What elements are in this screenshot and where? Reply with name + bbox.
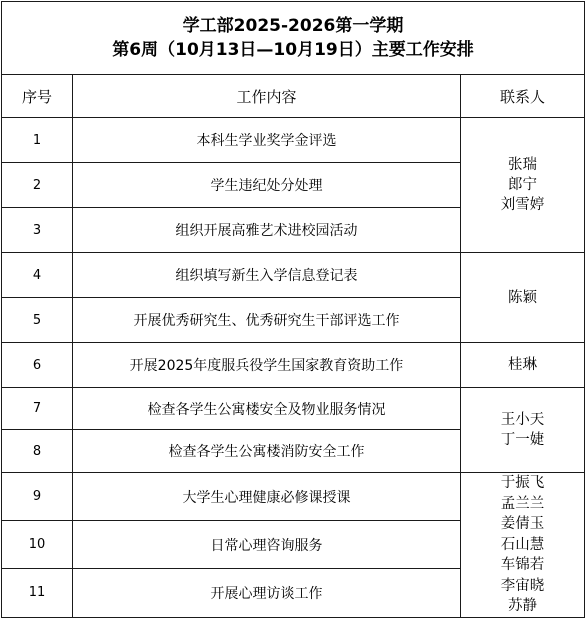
row-number: 6 <box>2 343 73 388</box>
table-row <box>2 253 585 298</box>
row-task: 开展优秀研究生、优秀研究生干部评选工作 <box>73 298 461 343</box>
contact-name: 陈颖 <box>508 289 538 306</box>
row-number: 2 <box>2 163 73 208</box>
contact-name: 于振飞 <box>500 475 545 491</box>
title-line-1: 学工部2025-2026第一学期 <box>182 16 404 36</box>
contact-name: 王小天 <box>500 412 545 428</box>
row-number: 1 <box>2 118 73 163</box>
header-number: 序号 <box>2 75 73 118</box>
contact-group-3 <box>461 343 585 388</box>
table-row <box>2 118 585 163</box>
contact-name: 石山慧 <box>500 536 545 553</box>
contact-name: 孟兰兰 <box>500 495 545 512</box>
row-number: 11 <box>2 569 73 617</box>
table-row <box>2 343 585 388</box>
title-line-2: 第6周（10月13日—10月19日）主要工作安排 <box>112 40 474 60</box>
row-number: 7 <box>2 388 73 430</box>
row-task: 开展心理访谈工作 <box>73 569 461 617</box>
row-task: 开展2025年度服兵役学生国家教育资助工作 <box>73 343 461 388</box>
table-row <box>2 473 585 521</box>
work-schedule-table <box>1 1 585 618</box>
title-row <box>2 2 585 75</box>
contact-name: 丁一婕 <box>500 432 545 448</box>
row-number: 4 <box>2 253 73 298</box>
row-number: 5 <box>2 298 73 343</box>
row-number: 9 <box>2 473 73 521</box>
contact-name: 车锦若 <box>500 557 545 573</box>
contact-name: 李宙晓 <box>500 577 545 594</box>
row-task: 组织开展高雅艺术进校园活动 <box>73 208 461 253</box>
contact-group-1 <box>461 118 585 253</box>
header-task: 工作内容 <box>73 75 461 118</box>
header-contact: 联系人 <box>461 75 585 118</box>
contact-name: 张瑞 <box>508 157 538 173</box>
row-number: 10 <box>2 521 73 569</box>
contact-group-5 <box>461 473 585 618</box>
row-number: 8 <box>2 430 73 473</box>
row-task: 组织填写新生入学信息登记表 <box>73 253 461 298</box>
header-row <box>2 75 585 118</box>
contact-name: 桂琳 <box>508 357 538 373</box>
row-task: 学生违纪处分处理 <box>73 163 461 208</box>
row-task: 本科生学业奖学金评选 <box>73 118 461 163</box>
contact-group-4 <box>461 388 585 473</box>
contact-name: 姜倩玉 <box>500 516 545 532</box>
row-task: 大学生心理健康必修课授课 <box>73 473 461 521</box>
contact-group-2 <box>461 253 585 343</box>
row-task: 日常心理咨询服务 <box>73 521 461 569</box>
table-title <box>2 2 585 75</box>
row-number: 3 <box>2 208 73 253</box>
contact-name: 郎宁 <box>508 177 538 193</box>
table-row <box>2 388 585 430</box>
contact-name: 苏静 <box>508 598 538 614</box>
row-task: 检查各学生公寓楼安全及物业服务情况 <box>73 388 461 430</box>
contact-name: 刘雪婷 <box>500 197 545 213</box>
row-task: 检查各学生公寓楼消防安全工作 <box>73 430 461 473</box>
